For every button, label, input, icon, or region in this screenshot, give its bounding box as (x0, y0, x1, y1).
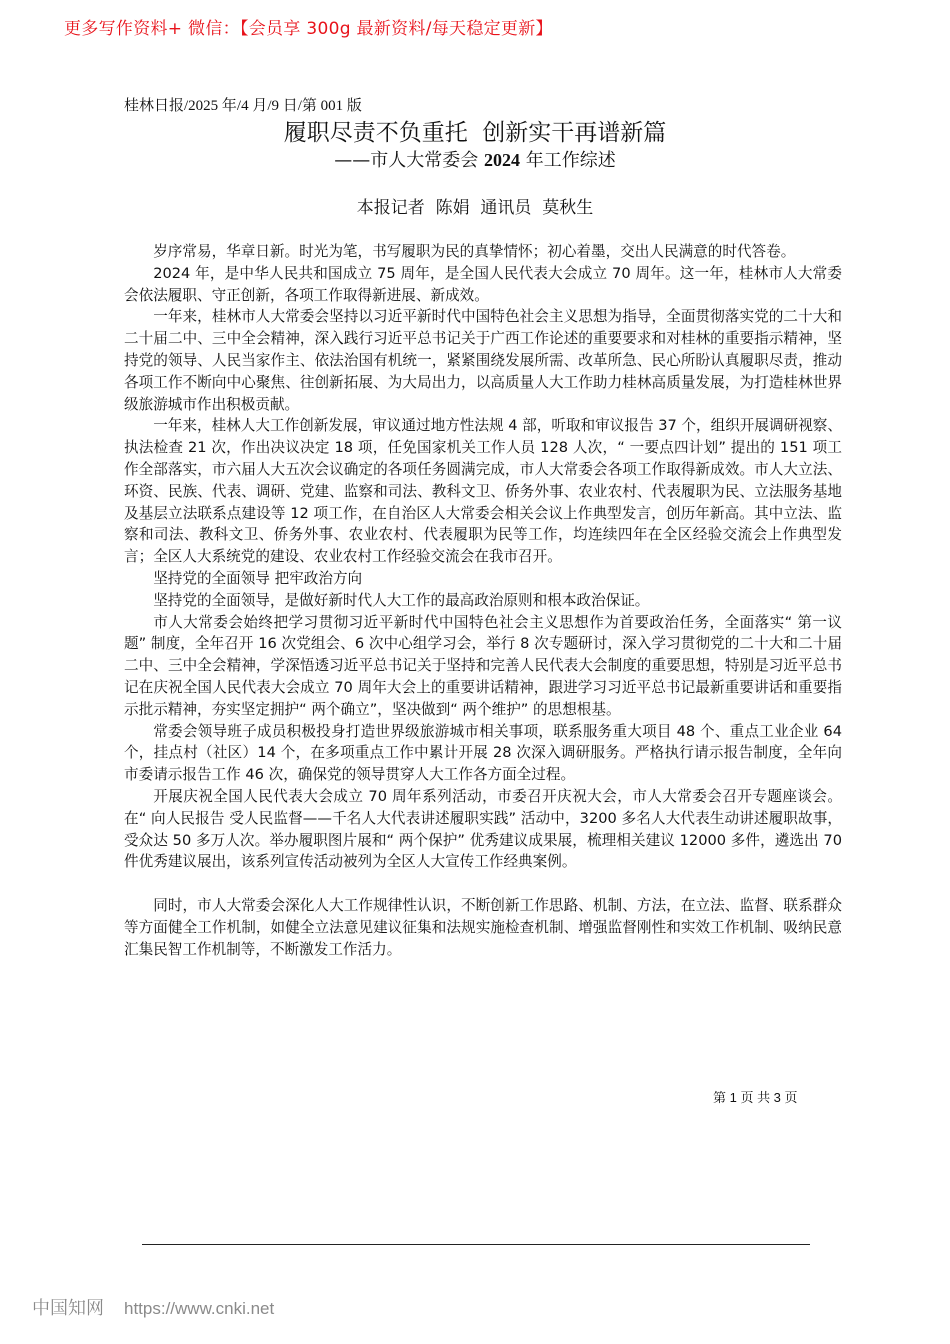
paragraph: 坚持党的全面领导，是做好新时代人大工作的最高政治原则和根本政治保证。 (153, 591, 650, 609)
subtitle-prefix: ——市人大常委会 (334, 150, 484, 171)
footer-divider (142, 1244, 810, 1245)
byline: 本报记者 陈娟 通讯员 莫秋生 (356, 198, 594, 218)
article-body (124, 241, 842, 960)
page-number: 第 1 页 共 3 页 (713, 1090, 798, 1105)
promo-banner: 更多写作资料+ 微信：【会员享 300g 最新资料/每天稳定更新】 (64, 19, 553, 39)
watermark-name: 中国知网 (32, 1298, 104, 1318)
subtitle-year: 2024 (484, 150, 520, 170)
paragraph: 2024 年，是中华人民共和国成立 75 周年，是全国人民代表大会成立 70 周年。这一年，桂林市人大常委会依法履职、守正创新，各项工作取得新进展、新成效。 (124, 264, 842, 304)
cnki-watermark (32, 1294, 274, 1320)
article-subtitle (0, 146, 950, 172)
paragraph: 一年来，桂林人大工作创新发展，审议通过地方性法规 4 部，听取和审议报告 37 个，组织开展调研视察、执法检查 21 次，作出决议决定 18 项，任免国家机关工作人员 128 人次，“ 一要点四计划” 提出的 151 项工作全部落实，市六届人大五次会议确定的各项任务圆满完成，市人大常委会各项工作取得新成效。市人大立法、环资、民族、代表、调研、党建、监察和司法、教科文卫、侨务外事、农业农村、代表履职为民、立法服务基地及基层立法联系点建设等 12 项工作，在自治区人大常委会相关会议上作典型发言，创历年新高。其中立法、监察和司法、教科文卫、侨务外事、农业农村、代表履职为民等工作，均连续四年在全区经验交流会上作典型发言；全区人大系统党的建设、农业农村工作经验交流会在我市召开。 (124, 417, 842, 566)
paragraph: 同时，市人大常委会深化人大工作规律性认识，不断创新工作思路、机制、方法，在立法、监督、联系群众等方面健全工作机制，如健全立法意见建议征集和法规实施检查机制、增强监督刚性和实效工作机制、吸纳民意汇集民智工作机制等，不断激发工作活力。 (124, 896, 842, 958)
subtitle-suffix: 年工作综述 (520, 150, 616, 171)
paragraph: 常委会领导班子成员积极投身打造世界级旅游城市相关事项，联系服务重大项目 48 个、重点工业企业 64 个，挂点村（社区）14 个，在多项重点工作中累计开展 28 次深入调研服务。严格执行请示报告制度，全年向市委请示报告工作 46 次，确保党的领导贯穿人大工作各方面全过程。 (124, 722, 842, 784)
watermark-url: https://www.cnki.net (124, 1299, 275, 1318)
paragraph: 开展庆祝全国人民代表大会成立 70 周年系列活动，市委召开庆祝大会，市人大常委会召开专题座谈会。在“ 向人民报告 受人民监督——千名人大代表讲述履职实践” 活动中，3200 多名人大代表生动讲述履职故事，受众达 50 多万人次。举办履职图片展和“ 两个保护” 优秀建议成果展，梳理相关建议 12000 多件，遴选出 70 件优秀建议展出，该系列宣传活动被列为全区人大宣传工作经典案例。 (124, 787, 842, 871)
article-title-text: 履职尽责不负重托 创新实干再谱新篇 (283, 120, 667, 146)
paragraph: 岁序常易，华章日新。时光为笔，书写履职为民的真挚情怀；初心着墨，交出人民满意的时代答卷。 (153, 243, 796, 260)
paragraph: 一年来，桂林市人大常委会坚持以习近平新时代中国特色社会主义思想为指导，全面贯彻落实党的二十大和二十届二中、三中全会精神，深入践行习近平总书记关于广西工作论述的重要要求和对桂林的重要指示精神，坚持党的领导、人民当家作主、依法治国有机统一，紧紧围绕发展所需、改革所急、民心所盼认真履职尽责，推动各项工作不断向中心聚焦、往创新拓展、为大局出力，以高质量人大工作助力桂林高质量发展，为打造桂林世界级旅游城市作出积极贡献。 (124, 308, 842, 413)
paragraph: 市人大常委会始终把学习贯彻习近平新时代中国特色社会主义思想作为首要政治任务，全面落实“ 第一议题” 制度，全年召开 16 次党组会、6 次中心组学习会，举行 8 次专题研讨，深入学习贯彻党的二十大和二十届二中、三中全会精神，学深悟透习近平总书记关于坚持和完善人民代表大会制度的重要思想，特别是习近平总书记在庆祝全国人民代表大会成立 70 周年大会上的重要讲话精神，跟进学习习近平总书记最新重要讲话和重要指示批示精神，夯实坚定拥护“ 两个确立”，坚决做到“ 两个维护” 的思想根基。 (124, 613, 842, 718)
section-heading: 坚持党的全面领导 把牢政治方向 (153, 569, 363, 587)
source-line: 桂林日报/2025 年/4 月/9 日/第 001 版 (124, 98, 362, 114)
article-title (0, 114, 950, 147)
